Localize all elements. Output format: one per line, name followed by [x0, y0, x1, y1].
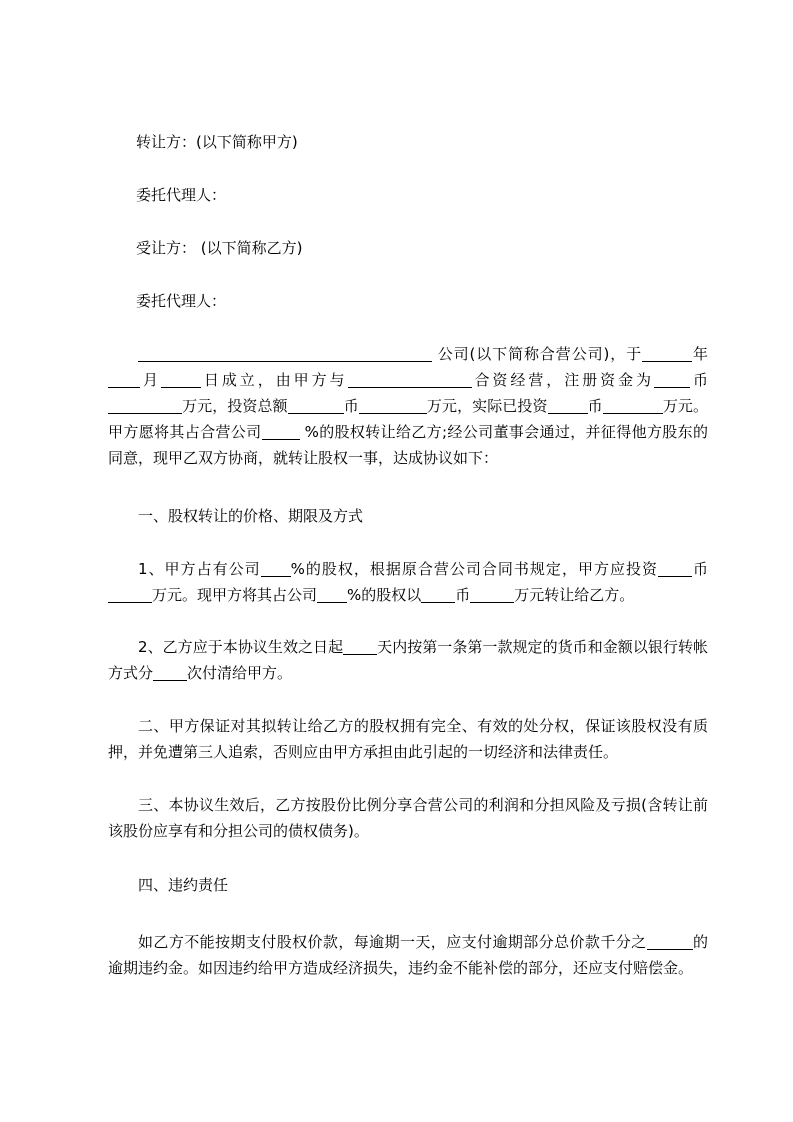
- section-3-paragraph: 三、本协议生效后，乙方按股份比例分享合营公司的利润和分担风险及亏损(含转让前该股份应享有和分担公司的债权债务)。: [108, 796, 708, 840]
- investment-amount-blank: [108, 586, 152, 603]
- month-blank: [108, 371, 140, 388]
- intro-paragraph: 公司(以下简称合营公司)，于 年月 日成立，由甲方与 合资经营，注册资金为 币 万元，投资总额 币 万元，实际已投资 币 万元。甲方愿将其占合营公司 %的股权转让给乙方;经公司董事会通过，并征得他方股东的同意，现甲乙双方协商，就转让股权一事，达成协议如下：: [108, 345, 708, 467]
- transferee-line: [136, 235, 736, 261]
- day-blank: [161, 371, 201, 388]
- capital-currency-blank: [654, 371, 690, 388]
- share-percent-blank: [262, 423, 300, 440]
- penalty-rate-blank: [647, 933, 693, 950]
- capital-amount-blank: [108, 397, 182, 414]
- transfer-percent-blank: [317, 586, 347, 603]
- transferee-label: 受让方： (以下简称乙方): [136, 239, 303, 257]
- transferor-agent-label: 委托代理人：: [136, 186, 227, 204]
- transferee-agent-label: 委托代理人：: [136, 292, 227, 310]
- section-4-heading: 四、违约责任: [138, 876, 229, 894]
- installments-blank: [153, 664, 187, 681]
- section-1-item-1: 1、甲方占有公司 %的股权，根据原合营公司合同书规定，甲方应投资 币万元。现甲方将其占公司 %的股权以 币 万元转让给乙方。: [108, 556, 708, 608]
- section-1-item-2: 2、乙方应于本协议生效之日起 天内按第一条第一款规定的货币和金额以银行转帐方式分 次付清给甲方。: [108, 638, 708, 682]
- section-1-heading: 一、股权转让的价格、期限及方式: [138, 507, 364, 525]
- invested-amount-blank: [603, 397, 663, 414]
- investment-currency-blank: [658, 560, 692, 577]
- held-percent-blank: [261, 560, 291, 577]
- year-blank: [642, 345, 692, 362]
- partner-blank: [348, 371, 472, 388]
- total-currency-blank: [288, 397, 344, 414]
- section-2-paragraph: 二、甲方保证对其拟转让给乙方的股权拥有完全、有效的处分权，保证该股权没有质押，并免遭第三人追索，否则应由甲方承担由此引起的一切经济和法律责任。: [108, 717, 708, 761]
- total-amount-blank: [359, 397, 427, 414]
- transferor-label: 转让方：(以下简称甲方): [136, 133, 298, 151]
- section-4-paragraph: 如乙方不能按期支付股权价款，每逾期一天，应支付逾期部分总价款千分之 的逾期违约金。如因违约给甲方造成经济损失，违约金不能补偿的部分，还应支付赔偿金。: [108, 933, 708, 977]
- invested-currency-blank: [548, 397, 588, 414]
- days-blank: [343, 638, 377, 655]
- company-name-blank: [138, 345, 432, 362]
- transferor-agent-line: [136, 182, 736, 208]
- transferee-agent-line: [136, 288, 736, 314]
- price-currency-blank: [421, 586, 455, 603]
- price-amount-blank: [470, 586, 514, 603]
- transferor-line: [136, 129, 736, 155]
